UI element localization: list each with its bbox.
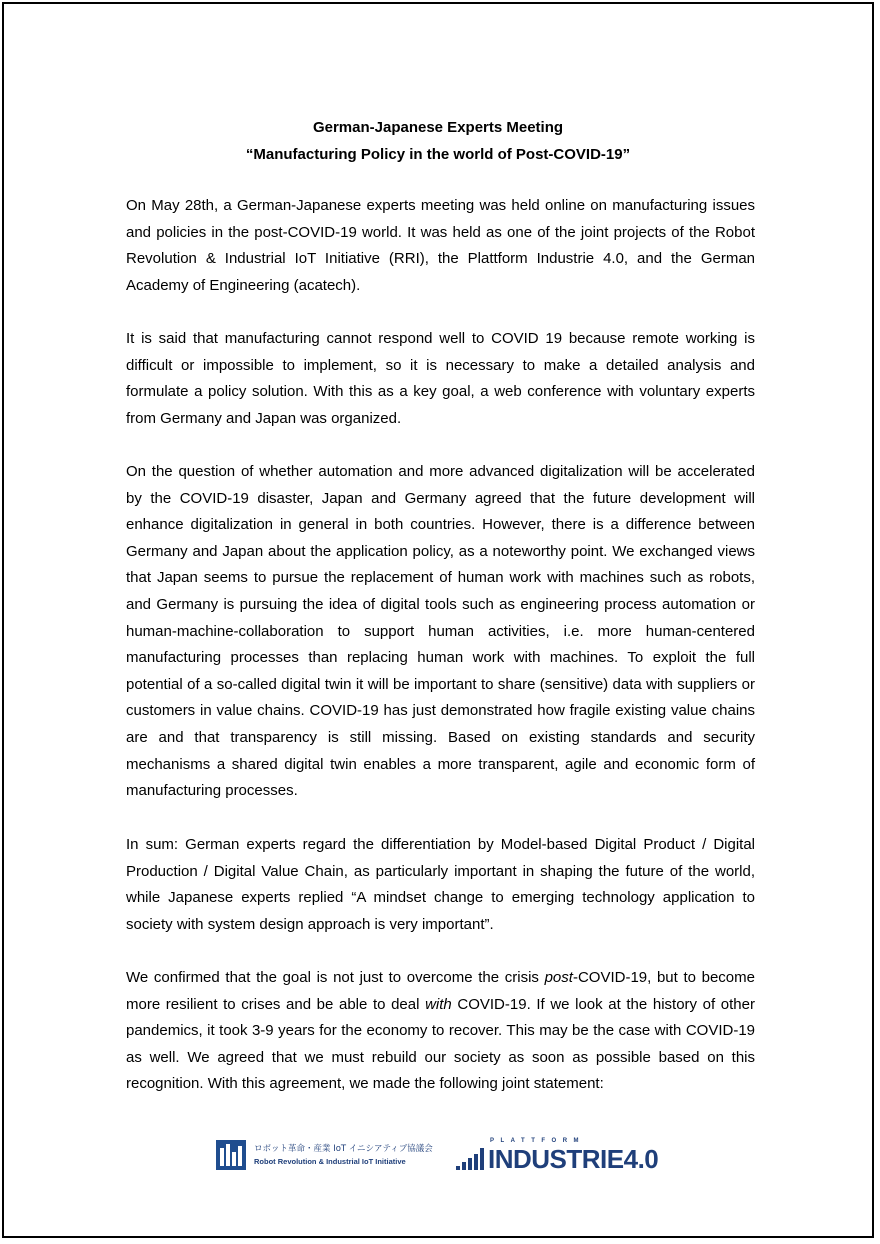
italic-text: with (425, 995, 452, 1013)
paragraph-text: We confirmed that the goal is not just to overcome the crisis (126, 969, 545, 986)
document-subtitle: “Manufacturing Policy in the world of Post-COVID-19” (245, 146, 631, 163)
paragraph-summary: In sum: German experts regard the differentiation by Model-based Digital Product / Digital Production / Digital Value Chain, as particularly important in shaping the future of the world, while Japanese experts replied “A mindset change to emerging technology application to society with system design approach is very important”. (126, 836, 755, 933)
rri-logo (216, 1140, 431, 1174)
bar-chart-icon (456, 1148, 486, 1170)
paragraph-text: -COVID-19, but to become more resilient to crises and be able to deal (126, 969, 755, 1013)
paragraph-digitalization: On the question of whether automation and more advanced digitalization will be accelerated by the COVID-19 disaster, Japan and Germany agreed that the future development will enhance digitalization in general in both countries. However, there is a difference between Germany and Japan about the application policy, as a noteworthy point. We exchanged views that Japan seems to pursue the replacement of human work with machines such as robots, and Germany is pursuing the idea of digital tools such as engineering process automation or human-machine-collaboration to support human activities, i.e. more human-centered manufacturing processes than replacing human work with machines. To exploit the full potential of a so-called digital twin it will be important to share (sensitive) data with suppliers or customers in value chains. COVID-19 has just demonstrated how fragile existing value chains are and that transparency is still missing. Based on existing standards and security mechanisms a shared digital twin enables a more transparent, agile and economic form of manufacturing processes. (126, 463, 755, 800)
paragraph-text: COVID-19. If we look at the history of other pandemics, it took 3-9 years for the economy to recover. This may be the case with COVID-19 as well. We agreed that we must rebuild our society as soon as possible based on this recognition. With this agreement, we made the following joint statement: (126, 995, 755, 1093)
italic-text: post (544, 969, 573, 986)
rri-logo-text-jp: ロボット革命・産業 IoT イニシアティブ協議会 (254, 1144, 433, 1154)
plattform-label: PLATTFORM (490, 1138, 586, 1144)
paragraph-remote-working: It is said that manufacturing cannot respond well to COVID 19 because remote working is difficult or impossible to implement, so it is necessary to make a detailed analysis and formulate a policy solution. With this as a key goal, a web conference with voluntary experts from Germany and Japan was organized. (126, 330, 755, 427)
paragraph-joint-statement (126, 965, 755, 1098)
rri-logo-icon (216, 1140, 246, 1170)
rri-logo-text-en: Robot Revolution & Industrial IoT Initiative (254, 1157, 406, 1166)
document-title: German-Japanese Experts Meeting (312, 119, 564, 136)
industrie-label: INDUSTRIE4.0 (488, 1144, 659, 1174)
paragraph-meeting-overview: On May 28th, a German-Japanese experts meeting was held online on manufacturing issues and policies in the post-COVID-19 world. It was held as one of the joint projects of the Robot Revolution & Industrial IoT Initiative (RRI), the Plattform Industrie 4.0, and the German Academy of Engineering (acatech). (126, 197, 755, 294)
plattform-industrie-logo (456, 1138, 668, 1174)
